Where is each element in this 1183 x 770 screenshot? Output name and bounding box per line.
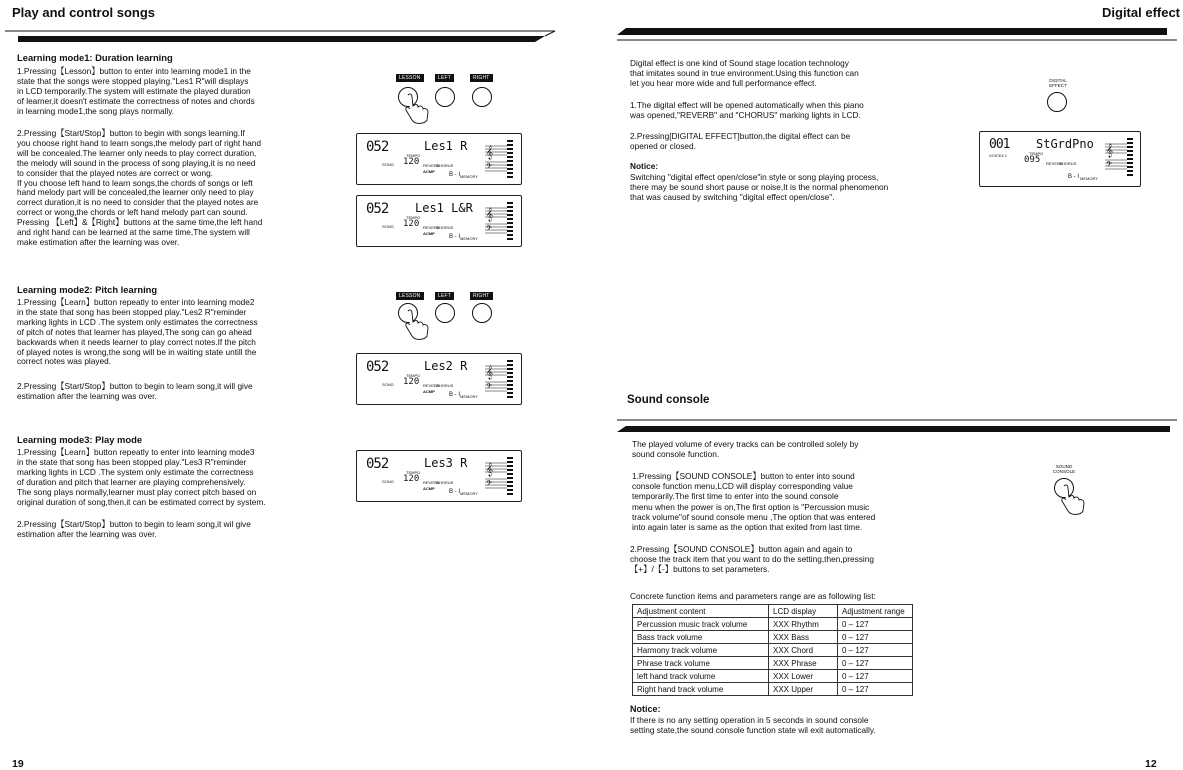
pressing-hand-icon [403, 308, 433, 342]
sound-console-params-table [632, 604, 913, 696]
right-button-label: RIGHT [470, 292, 493, 300]
lcd-display-les3-r [356, 450, 522, 502]
lcd-tempo-value: 120 [403, 377, 420, 387]
lcd-display-les2-r [356, 353, 522, 405]
table-cell: 0 – 127 [838, 618, 913, 631]
console-notice: If there is no any setting operation in 5 seconds in sound console setting state,the sound console function state wil exit automatically. [630, 715, 876, 736]
left-button[interactable] [435, 87, 455, 107]
table-cell: 0 – 127 [838, 657, 913, 670]
lcd-chorus-label: CHORUS [1059, 161, 1077, 166]
lcd-tempo-label: TEMPO [1029, 151, 1044, 156]
table-cell: XXX Upper [769, 683, 838, 696]
lcd-memory-label: MEMORY [460, 491, 478, 496]
left-header-rule [0, 28, 560, 44]
lcd-beat: B - I [449, 234, 461, 240]
lcd-keyboard-bars-icon [507, 360, 513, 398]
lcd-display-les1-lr [356, 195, 522, 247]
svg-text:𝄢: 𝄢 [486, 480, 492, 490]
right-button-label: RIGHT [470, 74, 493, 82]
lcd-acmp-label: ACMP [423, 169, 435, 174]
mode1-para1: 1.Pressing【Lesson】button to enter into learning mode1 in the state that the songs were stopped playing."Les1 R"will displays in LCD temporarily.The system will estimate the played duration of learner,it doesn't estimate the correctness of notes and chords in learning mode1,the song plays normally. [17, 66, 255, 116]
table-cell: Phrase track volume [633, 657, 769, 670]
lcd-song-label: SONG [382, 479, 394, 484]
lcd-acmp-label: ACMP [423, 231, 435, 236]
table-row [633, 631, 913, 644]
left-button[interactable] [435, 303, 455, 323]
lcd-chorus-label: CHORUS [436, 163, 454, 168]
svg-text:𝄞: 𝄞 [486, 365, 494, 379]
digital-effect-button-label: DIGITAL EFFECT [1049, 78, 1067, 88]
lcd-song-number: 052 [366, 201, 389, 217]
right-page-number: 12 [1145, 758, 1157, 770]
mode2-para2: 2.Pressing【Start/Stop】button to begin to learn song,it will give estimation after the learning was over. [17, 381, 253, 401]
lcd-memory-label: MEMORY [460, 236, 478, 241]
table-cell: Right hand track volume [633, 683, 769, 696]
table-cell: left hand track volume [633, 670, 769, 683]
right-button[interactable] [472, 87, 492, 107]
table-header-cell: Adjustment content [633, 605, 769, 618]
table-header-cell: Adjustment range [838, 605, 913, 618]
table-cell: Harmony track volume [633, 644, 769, 657]
table-cell: 0 – 127 [838, 683, 913, 696]
lcd-tempo-value: 120 [403, 474, 420, 484]
table-header-cell: LCD display [769, 605, 838, 618]
lcd-acmp-label: ACMP [423, 486, 435, 491]
table-cell: XXX Phrase [769, 657, 838, 670]
mode1-para2: 2.Pressing【Start/Stop】button to begin with songs learning.If you choose right hand to learn songs,the melody part of right hand will be concealed.The learner only needs to play correct duration, the melody will sound in the process of song playing,it is no need to consider that the played notes are correct or wong. If you choose left hand to learn songs,the chords of songs or left hand melody part will be concealed,the learner only need to play correct duration,it is no need to consider that the played notes are correct or wong,the chords or left hand melody part can sound. Pressing 【Left】&【Right】buttons at the same time,the left hand and right hand can be learned at the same time,The system will make estimation after the learning was over. [17, 128, 263, 247]
sound-console-rule [612, 418, 1182, 436]
right-button[interactable] [472, 303, 492, 323]
lcd-voice-number: 001 [989, 137, 1010, 152]
lcd-beat: B - I [449, 392, 461, 398]
lcd-reverb-label: REVERB [423, 225, 440, 230]
table-cell: XXX Chord [769, 644, 838, 657]
lcd-keyboard-bars-icon [507, 202, 513, 240]
lesson-button-label: LESSON [396, 292, 424, 300]
mode2-para1: 1.Pressing【Learn】button repeatly to enter into learning mode2 in the state that song has been stopped play."Les2 R"reminder marking lights in LCD .The system only estimates the correctness of pitch of notes that learner has played,The song can go ahead backwards when it needs learner to play correct notes.If the pitch of played notes is wrong,the song will be in waiting state untill the correct notes was played. [17, 297, 258, 367]
lcd-chorus-label: CHORUS [436, 480, 454, 485]
left-button-label: LEFT [435, 74, 454, 82]
left-page-header: Play and control songs [12, 5, 156, 20]
lcd-song-label: SONG [382, 382, 394, 387]
table-row [633, 618, 913, 631]
lcd-memory-label: MEMORY [1080, 176, 1098, 181]
lcd-lesson-name: Les2 R [424, 359, 468, 373]
table-row [633, 657, 913, 670]
table-cell: XXX Lower [769, 670, 838, 683]
pressing-hand-icon [403, 92, 433, 126]
lcd-memory-label: MEMORY [460, 174, 478, 179]
svg-text:𝄞: 𝄞 [1106, 143, 1114, 157]
lcd-keyboard-bars-icon [507, 140, 513, 178]
console-list-title: Concrete function items and parameters range are as following list: [630, 591, 876, 601]
table-row [633, 644, 913, 657]
sound-console-title: Sound console [627, 394, 710, 406]
mode3-para2: 2.Pressing【Start/Stop】button to begin to learn song,it wil give estimation after the learning was over. [17, 519, 251, 539]
lcd-staff-icon [485, 457, 507, 493]
console-para2: 1.Pressing【SOUND CONSOLE】button to enter into sound console function menu,LCD will display corresponding value temporarily.The first time to enter into the sound console menu when the power is on,The first option is "Percussion music track volume"of sound console menu ,The option that was entered into again later is same as the option that exited from last time. [632, 471, 876, 533]
lcd-memory-label: MEMORY [460, 394, 478, 399]
lcd-chorus-label: CHORUS [436, 225, 454, 230]
mode2-title: Learning mode2: Pitch learning [17, 284, 158, 295]
mode3-para1: 1.Pressing【Learn】button repeatly to enter into learning mode3 in the state that song has been stopped play."Les3 R"reminder marking lights in LCD .The system only estimate the correctness of duration and pitch that learner are playing comprehensively. The song plays normally,learner must play correct pitch based on original duration of song,then,it can be estimated correct by system. [17, 447, 266, 507]
svg-text:𝄢: 𝄢 [1106, 161, 1112, 171]
lcd-lesson-name: Les1 R [424, 139, 468, 153]
lcd-voice-label: VOICE# 1 [989, 153, 1008, 158]
right-page-header: Digital effect [1102, 5, 1181, 20]
lcd-display-voice [979, 131, 1141, 187]
console-notice-label: Notice: [630, 704, 661, 714]
table-cell: XXX Rhythm [769, 618, 838, 631]
lcd-reverb-label: REVERB [423, 480, 440, 485]
lcd-song-number: 052 [366, 139, 389, 155]
lcd-staff-icon [1105, 138, 1127, 174]
digital-para3: 2.Pressing[DIGITAL EFFECT]button,the digital effect can be opened or closed. [630, 131, 851, 152]
right-header-rule [612, 26, 1182, 44]
lcd-tempo-value: 120 [403, 219, 420, 229]
lcd-display-les1-r [356, 133, 522, 185]
lcd-beat: B - I [449, 489, 461, 495]
lcd-lesson-name: Les3 R [424, 456, 468, 470]
console-para1: The played volume of every tracks can be controlled solely by sound console function. [632, 439, 859, 460]
table-cell: XXX Bass [769, 631, 838, 644]
left-page-number: 19 [12, 758, 24, 770]
console-para3: 2.Pressing【SOUND CONSOLE】button again and again to choose the track item that you want to do the setting,then,pressing 【+】/【-】buttons to set parameters. [630, 544, 874, 575]
lcd-voice-name: StGrdPno [1036, 137, 1094, 151]
lcd-beat: B - I [449, 172, 461, 178]
lcd-reverb-label: REVERB [1046, 161, 1063, 166]
lcd-keyboard-bars-icon [507, 457, 513, 495]
lcd-song-number: 052 [366, 359, 389, 375]
lcd-tempo-value: 095 [1024, 155, 1041, 165]
table-cell: Bass track volume [633, 631, 769, 644]
lcd-lesson-name: Les1 L&R [415, 201, 473, 215]
lcd-reverb-label: REVERB [423, 163, 440, 168]
mode3-title: Learning mode3: Play mode [17, 434, 143, 445]
lcd-song-number: 052 [366, 456, 389, 472]
left-button-label: LEFT [435, 292, 454, 300]
svg-text:𝄞: 𝄞 [486, 462, 494, 476]
digital-effect-button[interactable] [1047, 92, 1067, 112]
table-cell: 0 – 127 [838, 644, 913, 657]
table-cell: 0 – 127 [838, 631, 913, 644]
lcd-chorus-label: CHORUS [436, 383, 454, 388]
digital-notice-label: Notice: [630, 161, 659, 171]
table-cell: 0 – 127 [838, 670, 913, 683]
lcd-tempo-label: TEMPO [406, 215, 421, 220]
digital-notice: Switching "digital effect open/close"in style or song playing process, there may be sound short pause or noise,It is the normal phenomenon that was caused by switching "digital effect open/close". [630, 172, 889, 203]
table-cell: Percussion music track volume [633, 618, 769, 631]
table-row [633, 670, 913, 683]
lesson-button-label: LESSON [396, 74, 424, 82]
svg-text:𝄢: 𝄢 [486, 383, 492, 393]
lcd-tempo-value: 120 [403, 157, 420, 167]
svg-text:𝄞: 𝄞 [486, 145, 494, 159]
lcd-staff-icon [485, 202, 507, 238]
digital-para1: Digital effect is one kind of Sound stage location technology that imitates sound in true environment.Using this function can let you hear more wide and full performance effect. [630, 58, 859, 89]
pressing-hand-icon [1059, 483, 1089, 519]
table-row [633, 683, 913, 696]
lcd-acmp-label: ACMP [423, 389, 435, 394]
table-header-row [633, 605, 913, 618]
svg-text:𝄢: 𝄢 [486, 163, 492, 173]
svg-text:𝄢: 𝄢 [486, 225, 492, 235]
lcd-reverb-label: REVERB [423, 383, 440, 388]
lcd-song-label: SONG [382, 224, 394, 229]
lcd-song-label: SONG [382, 162, 394, 167]
sound-console-button-label: SOUND CONSOLE [1052, 464, 1076, 474]
mode1-title: Learning mode1: Duration learning [17, 52, 173, 63]
lcd-keyboard-bars-icon [1127, 138, 1133, 176]
svg-text:𝄞: 𝄞 [486, 207, 494, 221]
lcd-tempo-label: TEMPO [406, 153, 421, 158]
lcd-staff-icon [485, 140, 507, 176]
lcd-beat: B - I [1068, 174, 1080, 180]
lcd-tempo-label: TEMPO [406, 373, 421, 378]
digital-para2: 1.The digital effect will be opened automatically when this piano was opened,"REVERB" and "CHORUS" marking lights in LCD. [630, 100, 864, 121]
lcd-tempo-label: TEMPO [406, 470, 421, 475]
lcd-staff-icon [485, 360, 507, 396]
